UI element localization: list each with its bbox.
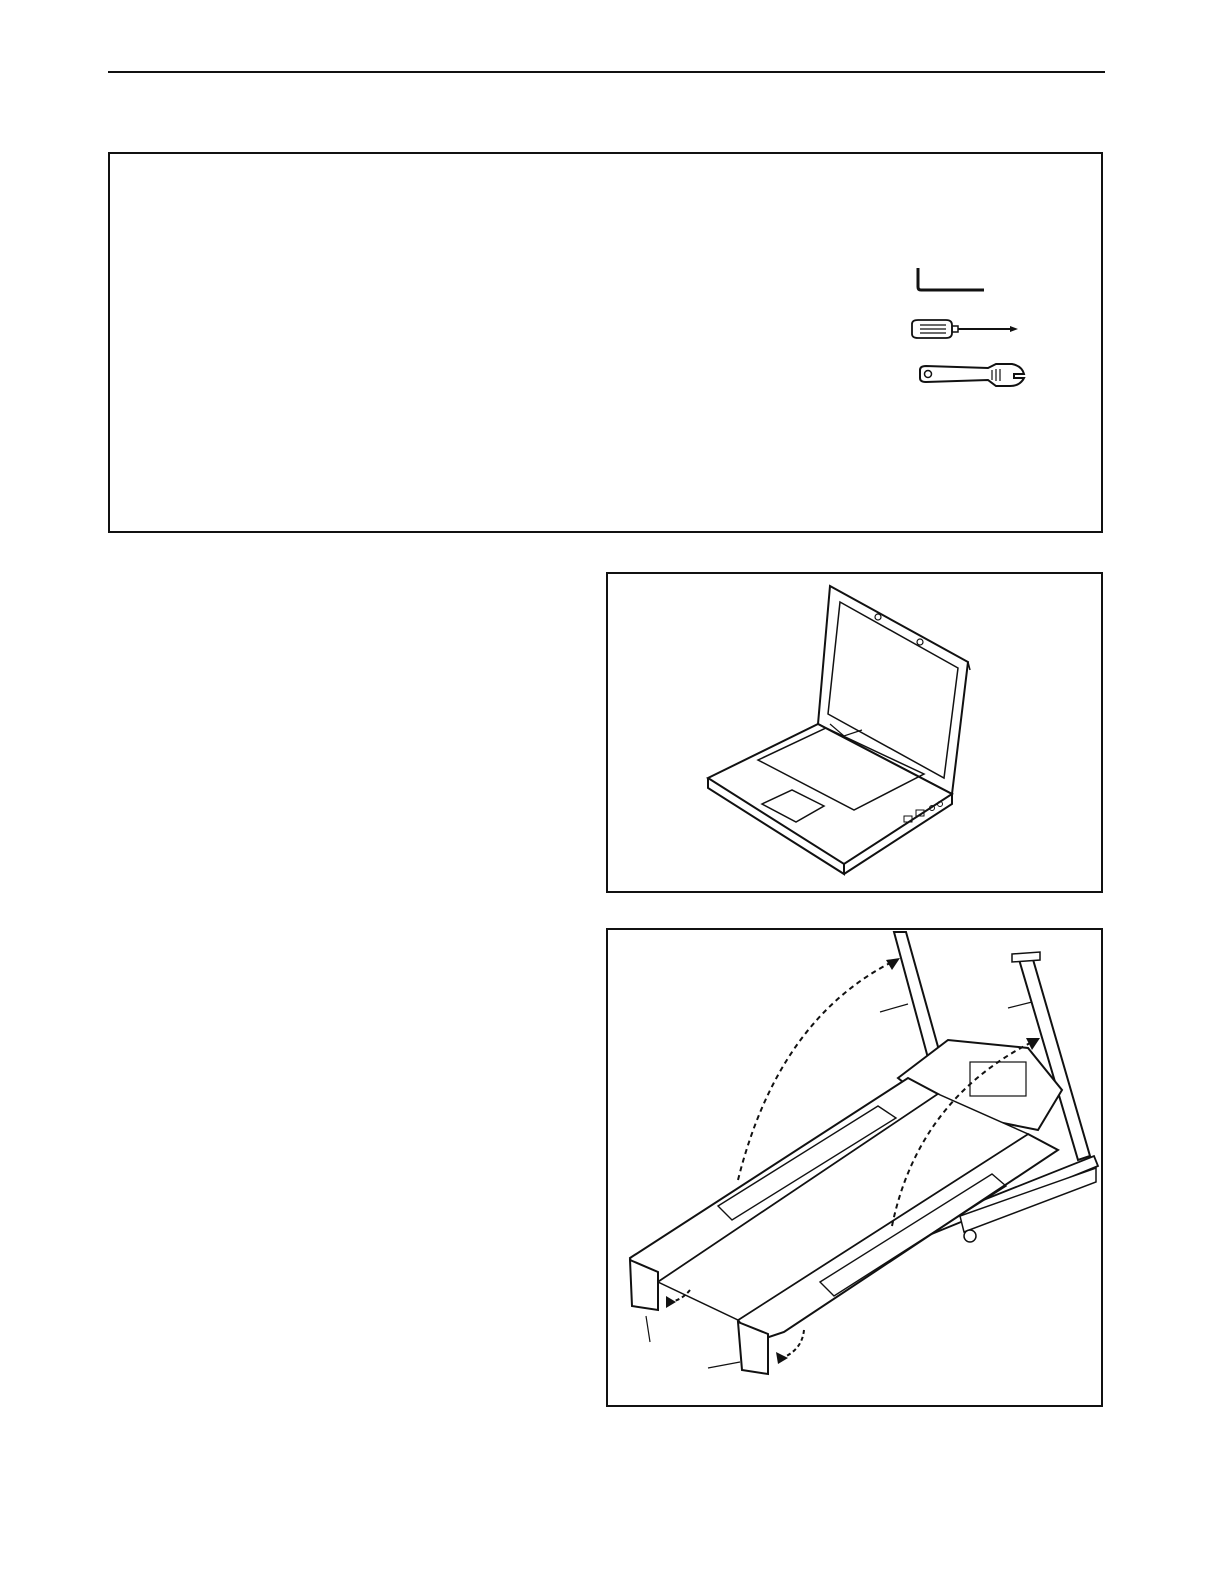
laptop-figure <box>606 572 1103 893</box>
adjustable-wrench-icon <box>916 360 1028 390</box>
treadmill-figure <box>606 928 1103 1407</box>
header-rule <box>108 71 1105 73</box>
tools-box <box>108 152 1103 533</box>
treadmill-icon <box>608 930 1101 1405</box>
laptop-icon <box>608 574 1101 891</box>
hex-key-icon <box>916 266 988 292</box>
screwdriver-icon <box>910 318 1020 340</box>
